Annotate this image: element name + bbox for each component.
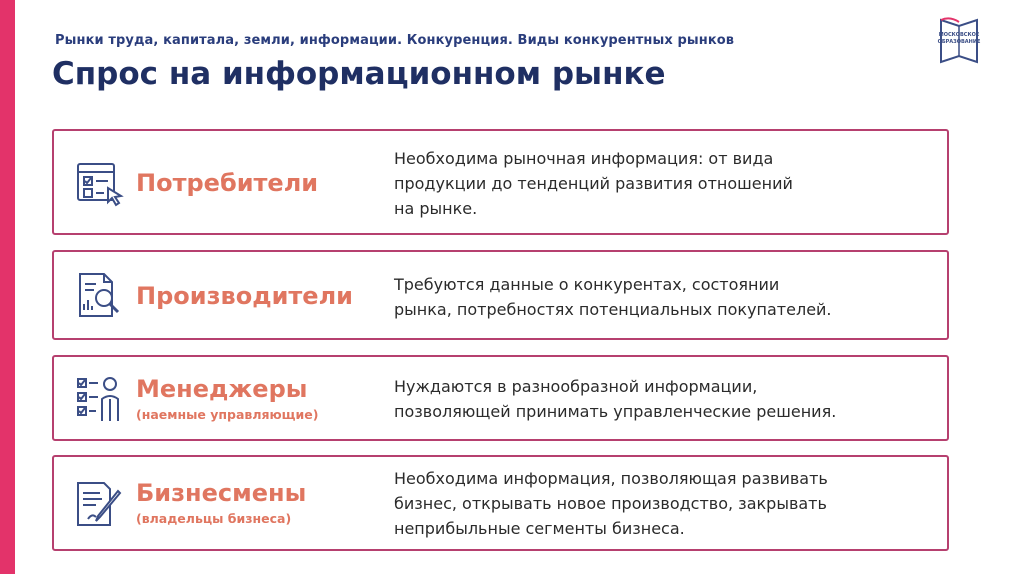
- checklist-click-icon: [74, 158, 126, 210]
- moscow-education-logo: [935, 16, 983, 68]
- desc-line: бизнес, открывать новое производство, закрывать: [394, 494, 827, 513]
- card-managers: [52, 355, 949, 441]
- logo-text-line2: ОБРАЗОВАНИЕ: [937, 39, 981, 45]
- desc-line: Необходима информация, позволяющая развивать: [394, 469, 828, 488]
- section-subtitle: Рынки труда, капитала, земли, информации. Конкуренция. Виды конкурентных рынков: [55, 33, 735, 48]
- card-label: Потребители: [136, 169, 319, 197]
- desc-line: на рынке.: [394, 199, 478, 218]
- document-pen-icon: [74, 479, 126, 531]
- desc-line: неприбыльные сегменты бизнеса.: [394, 519, 685, 538]
- page-title: Спрос на информационном рынке: [52, 56, 666, 92]
- manager-checklist-icon: [74, 375, 126, 427]
- card-producers: [52, 250, 949, 340]
- desc-line: Требуются данные о конкурентах, состоянии: [394, 275, 780, 294]
- logo-text: [935, 32, 983, 46]
- document-search-icon: [74, 270, 126, 322]
- logo-text-line1: МОСКОВСКОЕ: [938, 32, 980, 38]
- desc-line: Нуждаются в разнообразной информации,: [394, 377, 758, 396]
- card-sublabel: (владельцы бизнеса): [136, 511, 292, 526]
- card-consumers: [52, 129, 949, 235]
- desc-line: рынка, потребностях потенциальных покупателей.: [394, 300, 832, 319]
- desc-line: Необходима рыночная информация: от вида: [394, 149, 774, 168]
- card-sublabel: (наемные управляющие): [136, 407, 319, 422]
- desc-line: позволяющей принимать управленческие решения.: [394, 402, 837, 421]
- card-description: [394, 146, 793, 221]
- card-label: Менеджеры: [136, 375, 308, 403]
- card-description: [394, 374, 836, 424]
- desc-line: продукции до тенденций развития отношений: [394, 174, 793, 193]
- card-label: Бизнесмены: [136, 479, 307, 507]
- card-description: [394, 466, 828, 541]
- accent-bar: [0, 0, 15, 574]
- card-businessmen: [52, 455, 949, 551]
- card-description: [394, 272, 832, 322]
- card-label: Производители: [136, 282, 353, 310]
